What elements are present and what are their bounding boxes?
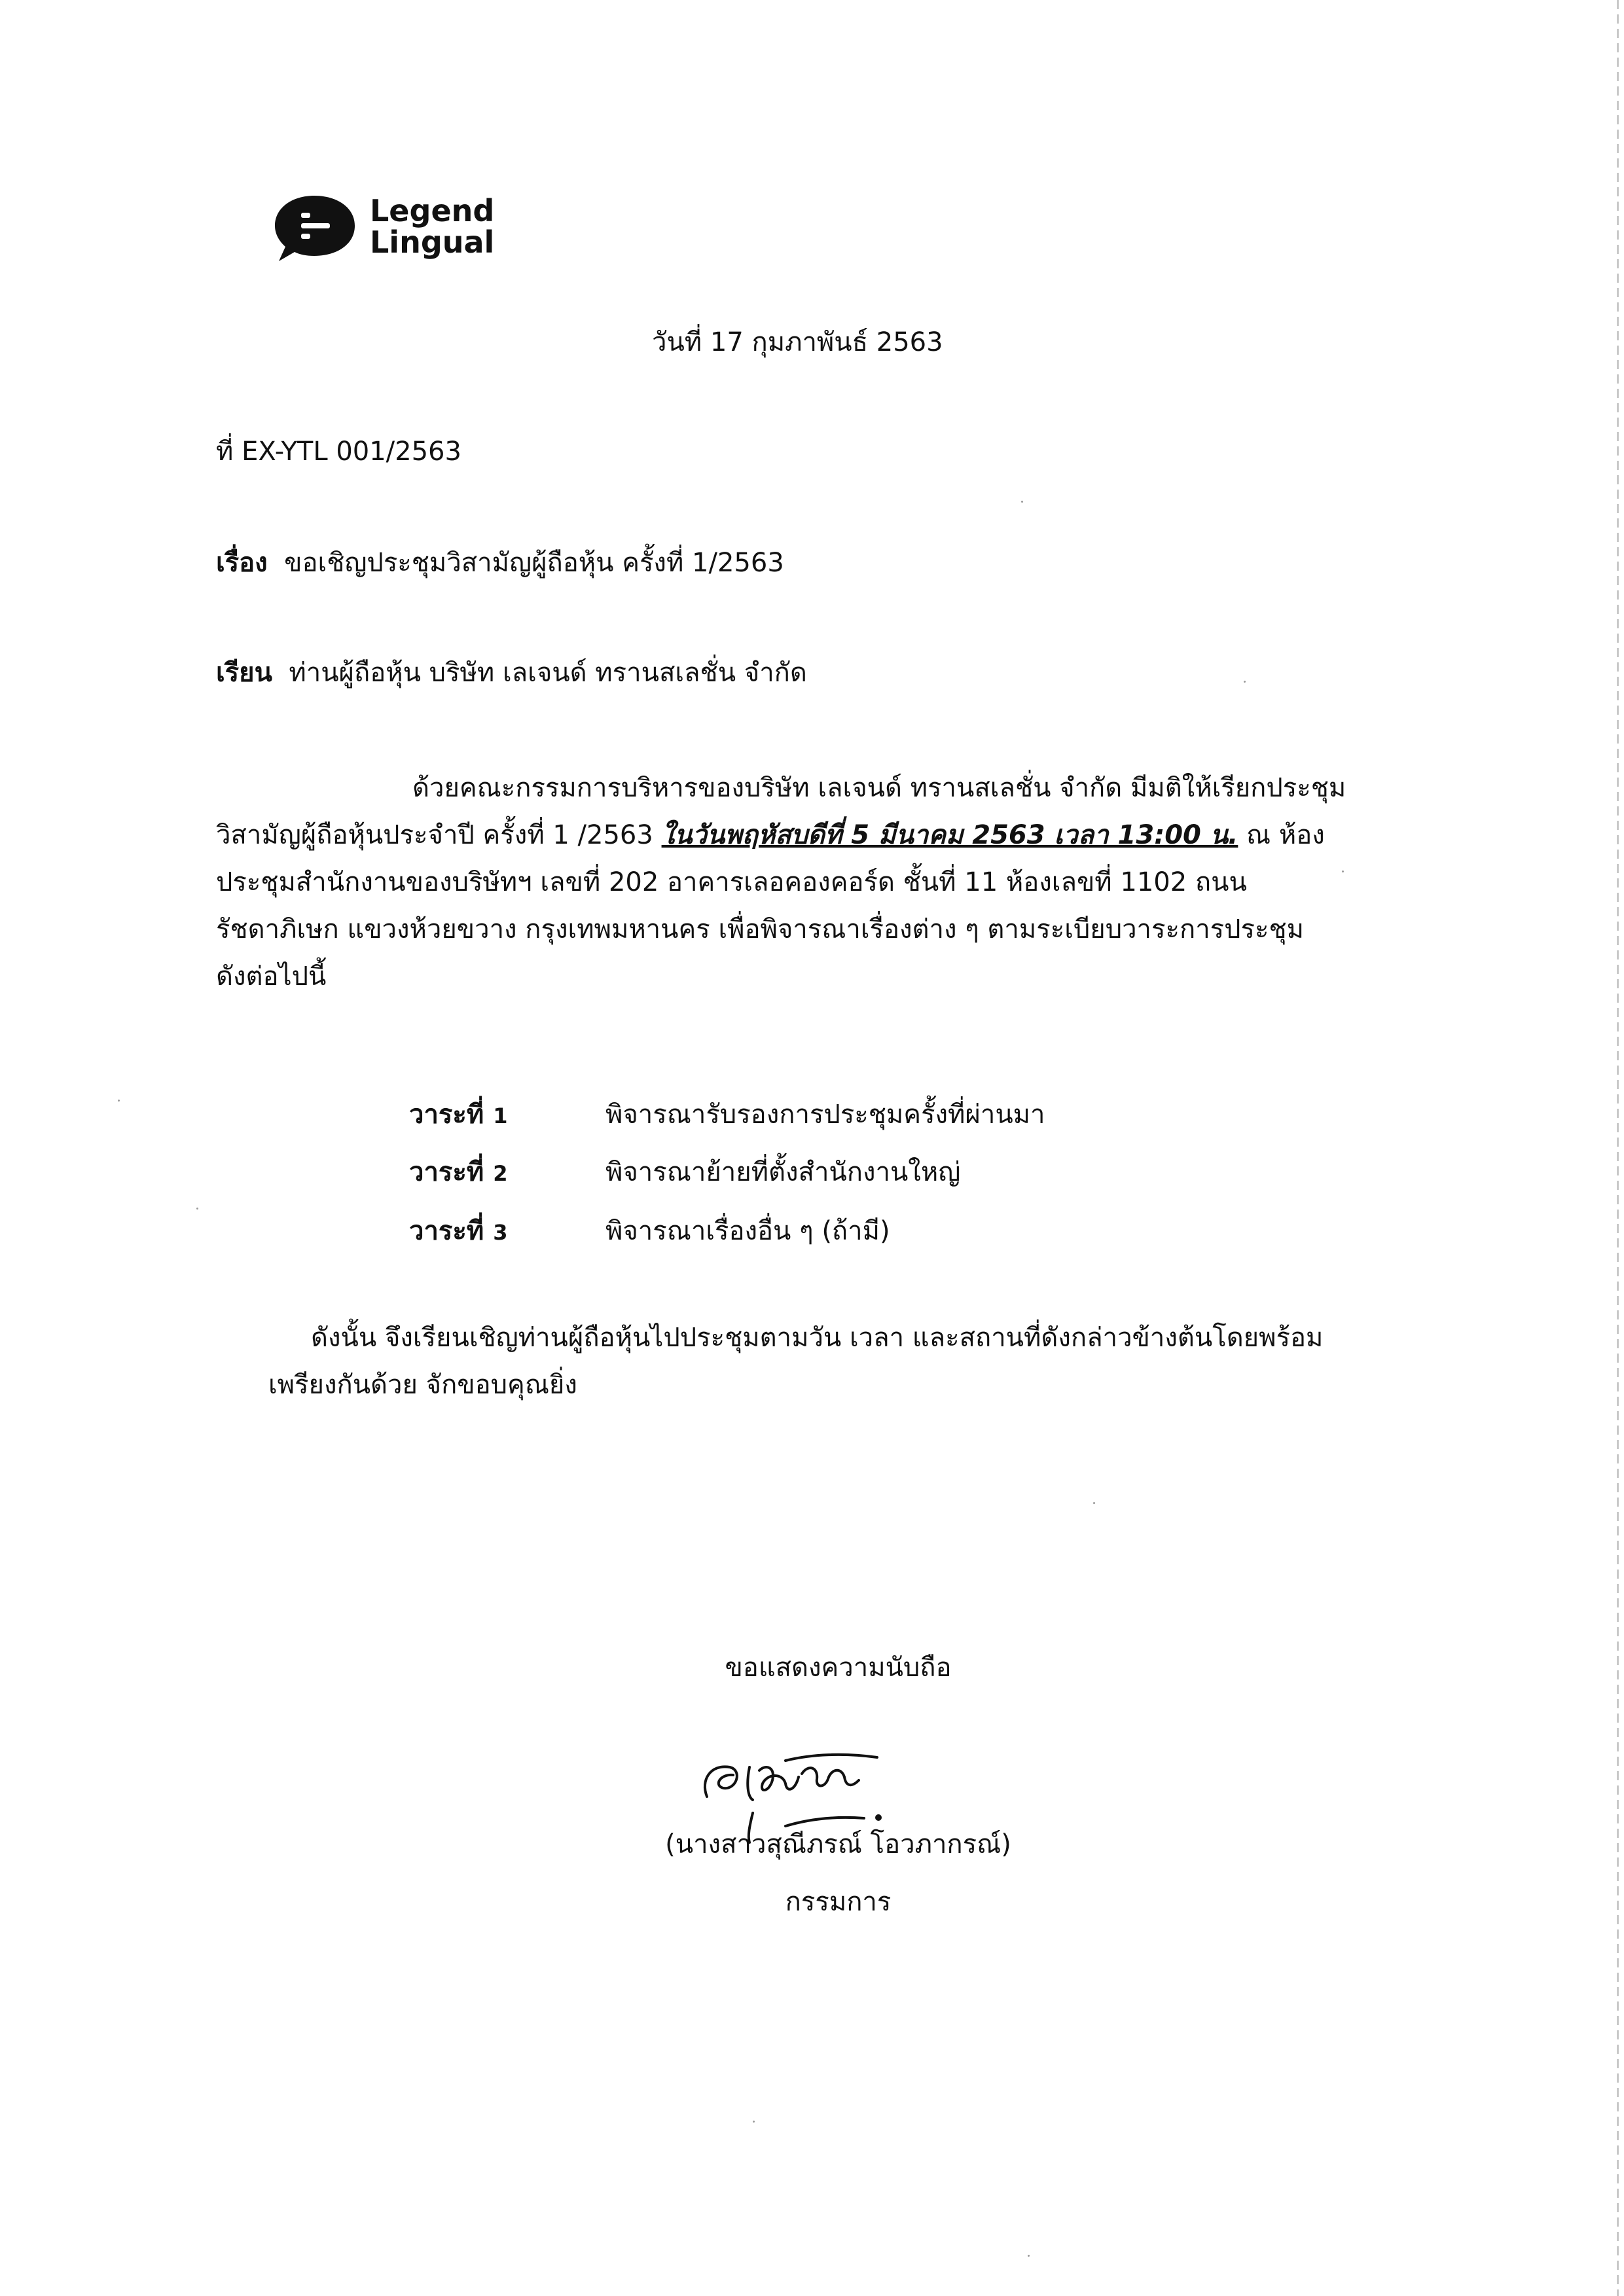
- agenda-item: [0, 1151, 1624, 1190]
- scan-speck: [1244, 681, 1246, 683]
- closing-line-2: เพรียงกันด้วย จักขอบคุณยิ่ง: [268, 1370, 577, 1400]
- scan-speck: [118, 1100, 120, 1102]
- scan-speck: [1021, 501, 1023, 503]
- agenda-item: [0, 1093, 1624, 1132]
- letter-date: วันที่ 17 กุมภาพันธ์ 2563: [652, 327, 943, 357]
- body-line-3: ประชุมสำนักงานของบริษัทฯ เลขที่ 202 อาคารเลอคองคอร์ด ชั้นที่ 11 ห้องเลขที่ 1102 ถนน: [216, 867, 1247, 897]
- scan-speck: [1342, 870, 1344, 872]
- addressee-line: [216, 655, 807, 691]
- addressee-label: เรียน: [216, 658, 272, 688]
- logo-wordmark: [370, 195, 494, 258]
- scan-speck: [1093, 1502, 1095, 1504]
- regards-text: ขอแสดงความนับถือ: [725, 1653, 952, 1683]
- logo-line-2: Lingual: [370, 224, 495, 260]
- body-line-5: ดังต่อไปนี้: [216, 961, 327, 992]
- scan-speck: [196, 1208, 198, 1210]
- subject-text: ขอเชิญประชุมวิสามัญผู้ถือหุ้น ครั้งที่ 1/2563: [284, 548, 784, 578]
- body-line-2-prefix: วิสามัญผู้ถือหุ้นประจำปี ครั้งที่ 1 /2563: [216, 820, 653, 850]
- scan-speck: [753, 2121, 755, 2123]
- signatory-name: (นางสาวสุณีภรณ์ โอวภากรณ์): [665, 1829, 1011, 1859]
- subject-label: เรื่อง: [216, 548, 268, 578]
- scan-edge-line: [1617, 0, 1619, 2296]
- reference-number: ที่ EX-YTL 001/2563: [216, 437, 461, 467]
- logo-line-1: Legend: [370, 193, 495, 228]
- speech-bubble-logo-icon: [275, 193, 360, 265]
- closing-line-1: ดังนั้น จึงเรียนเชิญท่านผู้ถือหุ้นไปประชุมตามวัน เวลา และสถานที่ดังกล่าวข้างต้นโดยพร้อม: [311, 1323, 1324, 1353]
- body-line-4: รัชดาภิเษก แขวงห้วยขวาง กรุงเทพมหานคร เพื่อพิจารณาเรื่องต่าง ๆ ตามระเบียบวาระการประชุม: [216, 914, 1305, 944]
- subject-line: [216, 545, 784, 581]
- signatory-title: กรรมการ: [785, 1887, 892, 1917]
- agenda-item: [0, 1210, 1624, 1249]
- body-line-1: ด้วยคณะกรรมการบริหารของบริษัท เลเจนด์ ทรานสเลชั่น จำกัด มีมติให้เรียกประชุม: [412, 773, 1346, 803]
- body-line-2-suffix: ณ ห้อง: [1246, 820, 1325, 850]
- body-paragraph: [216, 764, 1424, 1000]
- body-line-2: [216, 812, 1424, 859]
- agenda-label: วาระที่ 3: [409, 1216, 508, 1246]
- closing-paragraph: [268, 1314, 1424, 1408]
- agenda-label: วาระที่ 1: [409, 1100, 508, 1130]
- agenda-text: พิจารณาเรื่องอื่น ๆ (ถ้ามี): [605, 1216, 890, 1246]
- addressee-text: ท่านผู้ถือหุ้น บริษัท เลเจนด์ ทรานสเลชั่น จำกัด: [289, 658, 807, 688]
- scan-speck: [1028, 2255, 1030, 2257]
- meeting-datetime-emphasis: ในวันพฤหัสบดีที่ 5 มีนาคม 2563 เวลา 13:00 น.: [661, 820, 1238, 850]
- agenda-label: วาระที่ 2: [409, 1157, 508, 1187]
- agenda-text: พิจารณารับรองการประชุมครั้งที่ผ่านมา: [605, 1100, 1045, 1130]
- agenda-text: พิจารณาย้ายที่ตั้งสำนักงานใหญ่: [605, 1157, 961, 1187]
- company-logo: [275, 190, 524, 275]
